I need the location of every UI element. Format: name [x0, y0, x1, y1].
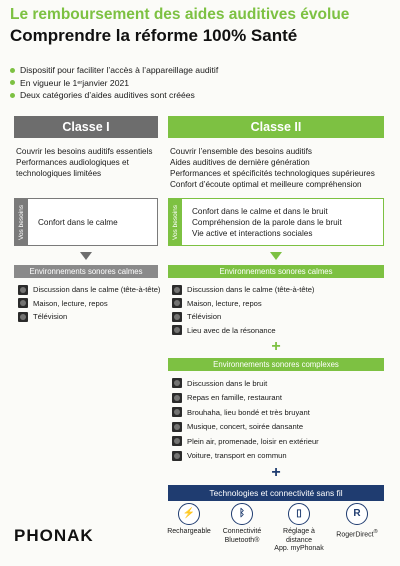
bullet-dot-icon [10, 80, 15, 85]
intro-bullets [10, 64, 218, 102]
list-item: Plein air, promenade, loisir en extérieur [172, 434, 319, 449]
restaurant-icon [172, 393, 182, 403]
tech-item-roger: R RogerDirect® [328, 503, 386, 540]
list-item: Voiture, transport en commun [172, 449, 319, 464]
tech-item-remote: ▯ Réglage à distance App. myPhonak [270, 503, 328, 554]
class1-header: Classe I [14, 116, 158, 138]
list-item: Discussion dans le calme (tête-à-tête) [172, 283, 314, 297]
list-item: Maison, lecture, repos [172, 297, 314, 311]
class2-header: Classe II [168, 116, 384, 138]
list-item: Lieu avec de la résonance [172, 324, 314, 338]
brand-logo: PHONAK [14, 526, 94, 545]
bullet-item: En vigueur le 1 er janvier 2021 [10, 77, 218, 90]
outdoor-icon [172, 436, 182, 446]
house-icon [18, 298, 28, 308]
bluetooth-icon: ᛒ [231, 503, 253, 525]
list-item: Discussion dans le calme (tête-à-tête) [18, 283, 160, 297]
list-item: Repas en famille, restaurant [172, 391, 319, 406]
conversation-icon [172, 285, 182, 295]
page-subtitle: Comprendre la réforme 100% Santé [10, 26, 298, 45]
down-arrow-icon [270, 252, 282, 260]
television-icon [18, 312, 28, 322]
crowd-icon [172, 407, 182, 417]
down-arrow-icon [80, 252, 92, 260]
house-icon [172, 298, 182, 308]
class2-env-complex-band: Environnements sonores complexes [168, 358, 384, 371]
car-icon [172, 451, 182, 461]
list-item: Télévision [18, 310, 160, 324]
bullet-item: Deux catégories d’aides auditives sont créées [10, 89, 218, 102]
battery-icon: ⚡ [178, 503, 200, 525]
noise-conversation-icon [172, 378, 182, 388]
plus-icon: + [271, 338, 281, 355]
resonance-icon [172, 325, 182, 335]
tech-item-rechargeable: ⚡ Rechargeable [160, 503, 218, 537]
class2-env-calm-band: Environnements sonores calmes [168, 265, 384, 278]
music-icon [172, 422, 182, 432]
class1-features: Couvrir les besoins auditifs essentiels Performances audiologiques et technologiques limitées [16, 147, 153, 178]
bullet-item: Dispositif pour faciliter l’accès à l’appareillage auditif [10, 64, 218, 77]
tech-item-bluetooth: ᛒ Connectivité Bluetooth® [213, 503, 271, 545]
list-item: Maison, lecture, repos [18, 297, 160, 311]
class2-needs-box: Vos besoins Confort dans le calme et dans le bruit Compréhension de la parole dans le bruit Vie active et interactions sociales [168, 198, 384, 246]
bullet-dot-icon [10, 93, 15, 98]
class2-features: Couvrir l’ensemble des besoins auditifs Aides auditives de dernière génération Performances et spécificités technologiques supérieures Confort d’écoute optimal et meilleure compréhension [170, 147, 375, 189]
smartphone-icon: ▯ [288, 503, 310, 525]
page-title: Le remboursement des aides auditives évolue [10, 6, 350, 23]
list-item: Brouhaha, lieu bondé et très bruyant [172, 405, 319, 420]
needs-tab: Vos besoins [169, 199, 182, 245]
tech-band: Technologies et connectivité sans fil [168, 485, 384, 501]
needs-tab: Vos besoins [15, 199, 28, 245]
conversation-icon [18, 285, 28, 295]
class1-env-band: Environnements sonores calmes [14, 265, 158, 278]
list-item: Discussion dans le bruit [172, 376, 319, 391]
class1-env-list [18, 283, 160, 324]
roger-icon: R [346, 503, 368, 525]
class2-env-calm-list [172, 283, 314, 337]
list-item: Musique, concert, soirée dansante [172, 420, 319, 435]
class1-needs-box: Vos besoins Confort dans le calme [14, 198, 158, 246]
class2-env-complex-list [172, 376, 319, 463]
television-icon [172, 312, 182, 322]
bullet-dot-icon [10, 68, 15, 73]
list-item: Télévision [172, 310, 314, 324]
plus-icon: + [271, 464, 281, 481]
